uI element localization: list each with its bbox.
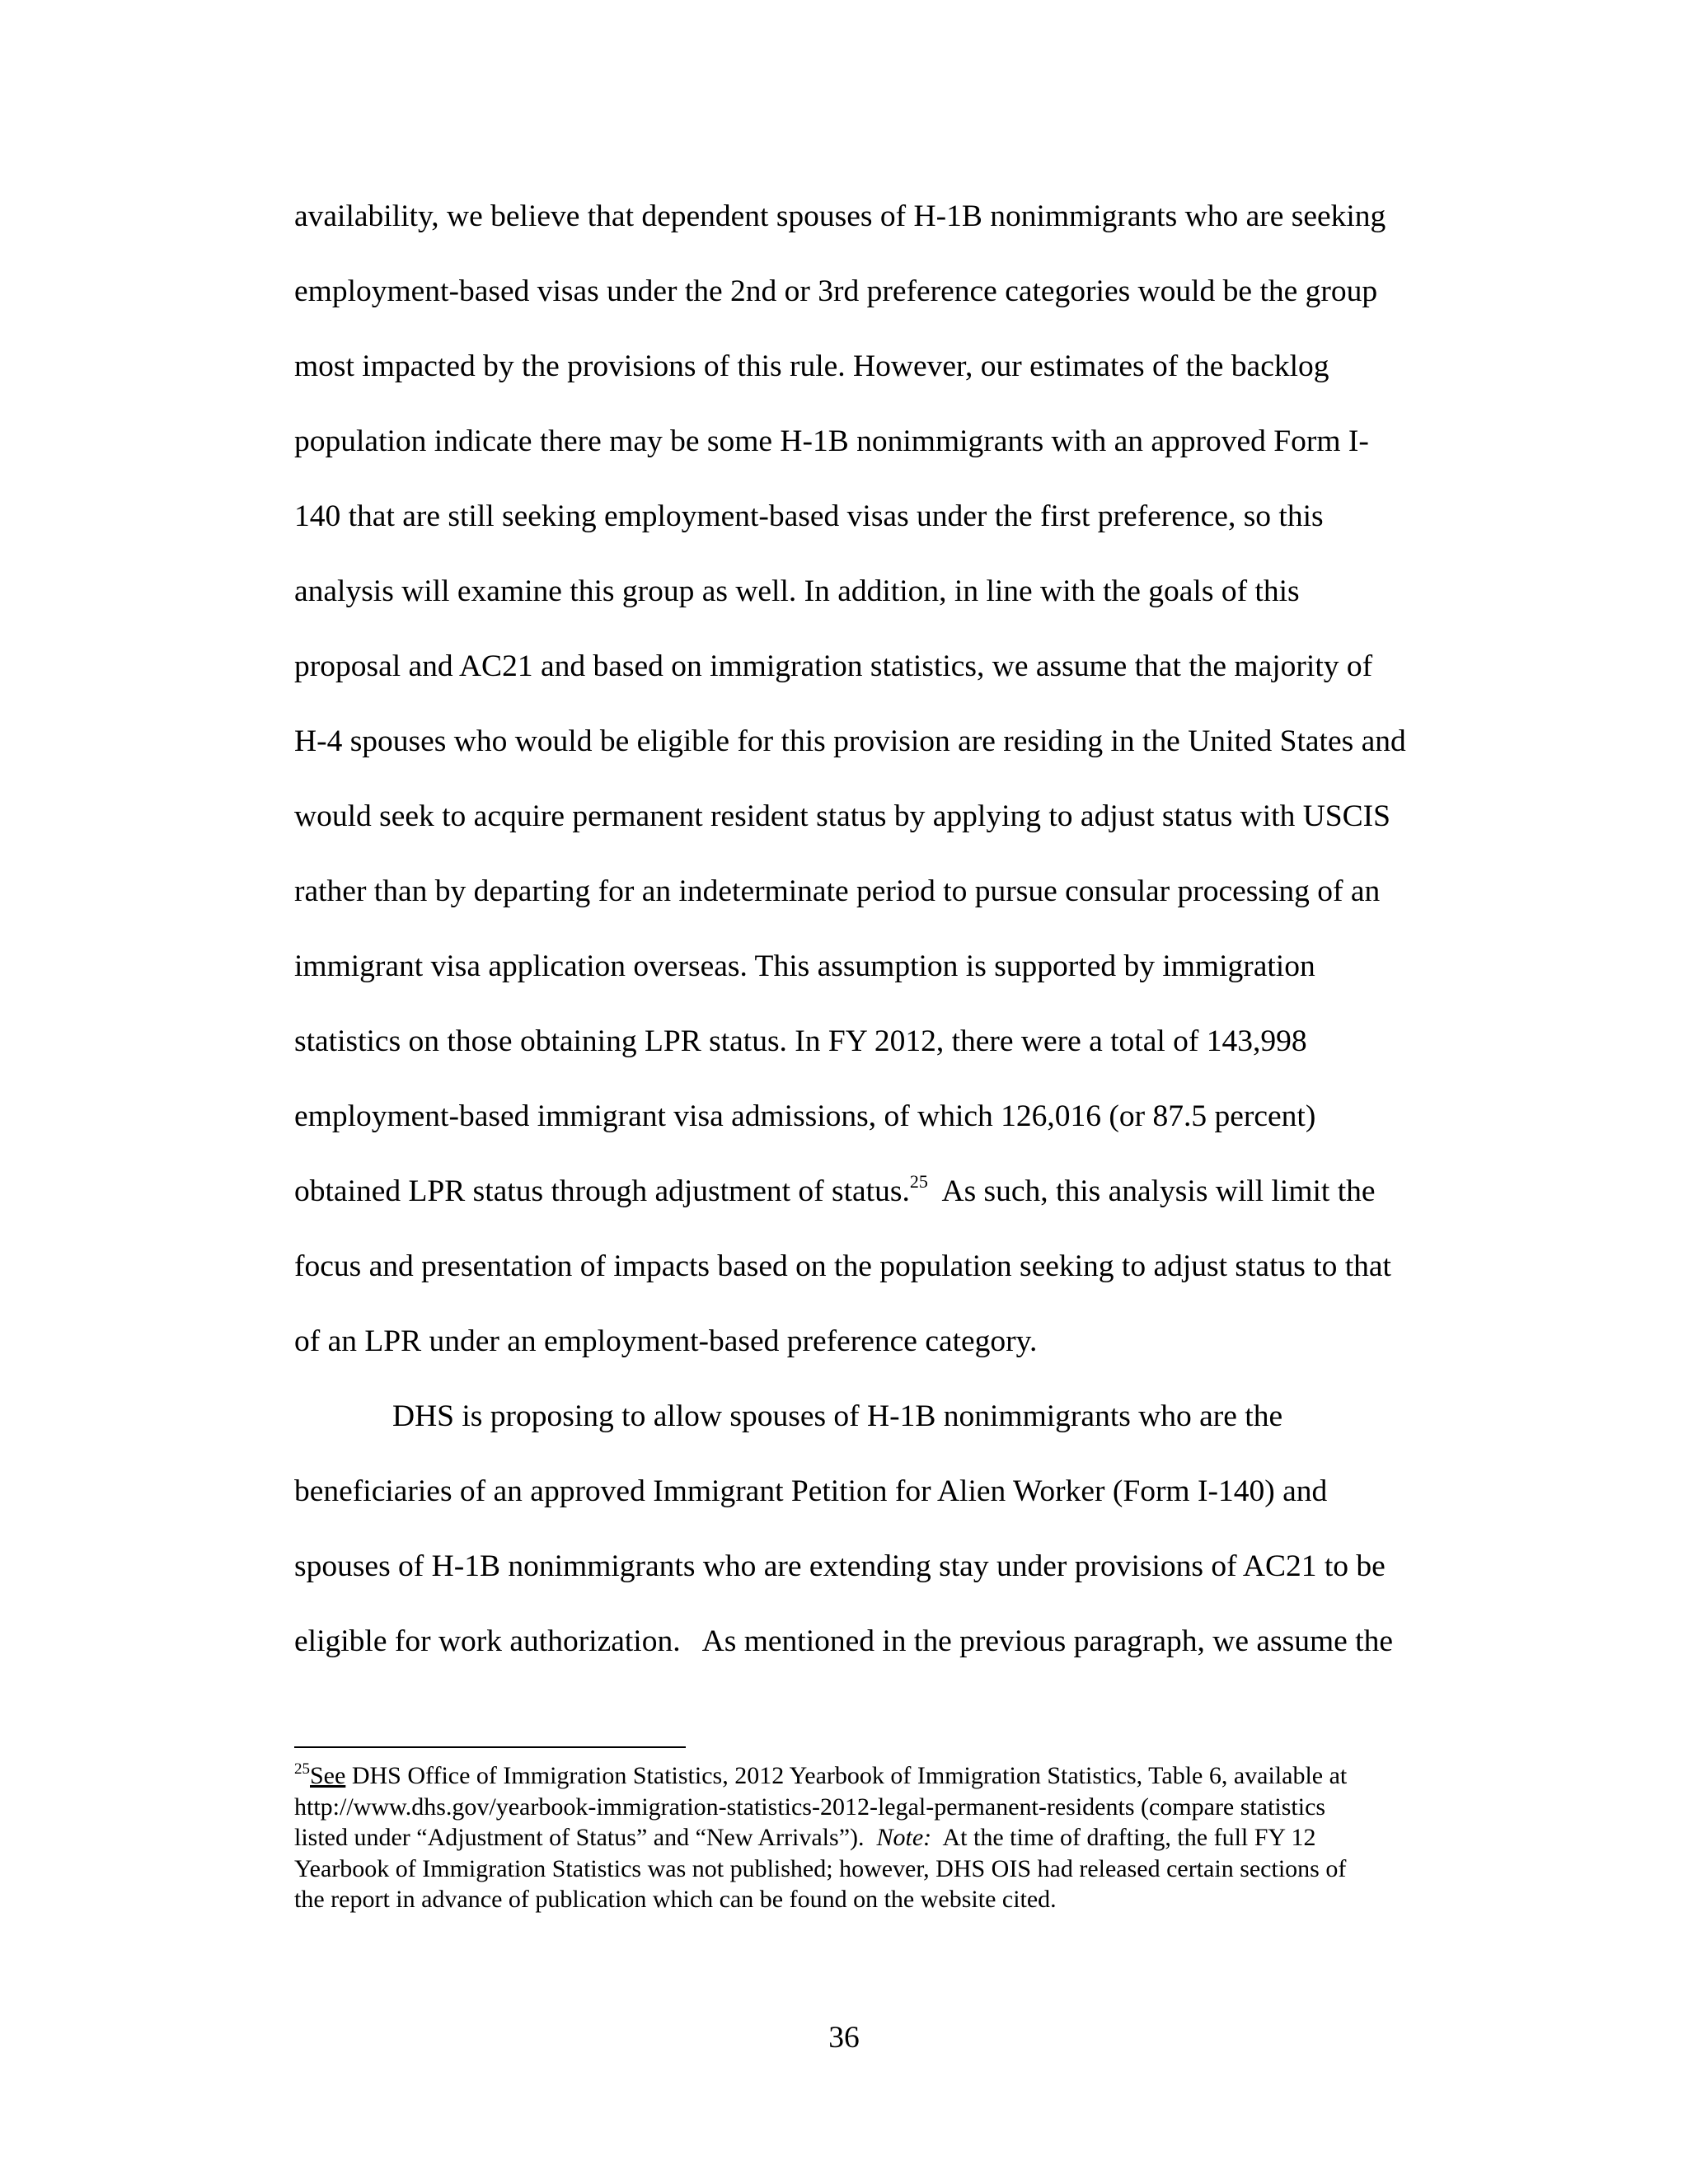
body-line: proposal and AC21 and based on immigration statistics, we assume that the majority of <box>294 649 1373 683</box>
body-line: would seek to acquire permanent resident status by applying to adjust status with USCIS <box>294 799 1391 833</box>
footnote-text: DHS Office of Immigration Statistics, 2012 Yearbook of Immigration Statistics, Table 6, available at <box>345 1762 1348 1789</box>
footnote-separator <box>294 1746 686 1748</box>
body-line: employment-based visas under the 2nd or 3rd preference categories would be the group <box>294 274 1378 308</box>
body-line: population indicate there may be some H-1B nonimmigrants with an approved Form I- <box>294 424 1369 458</box>
body-line-with-footnote <box>294 1165 1481 1240</box>
footnote-text: At the time of drafting, the full FY 12 <box>931 1824 1316 1851</box>
body-line: rather than by departing for an indeterminate period to pursue consular processing of an <box>294 874 1381 908</box>
footnote-text: listed under “Adjustment of Status” and “New Arrivals”). <box>294 1824 877 1851</box>
footnote-note-label: Note: <box>876 1824 932 1851</box>
body-line: beneficiaries of an approved Immigrant Petition for Alien Worker (Form I-140) and <box>294 1474 1328 1508</box>
body-line: statistics on those obtaining LPR status. In FY 2012, there were a total of 143,998 <box>294 1024 1307 1058</box>
body-line: spouses of H-1B nonimmigrants who are extending stay under provisions of AC21 to be <box>294 1549 1386 1583</box>
footnote-reference: 25 <box>909 1171 928 1192</box>
footnote-line: the report in advance of publication which can be found on the website cited. <box>294 1886 1057 1913</box>
footnote-line <box>294 1760 1481 1792</box>
footnote-line <box>294 1822 1481 1854</box>
body-line: H-4 spouses who would be eligible for this provision are residing in the United States and <box>294 724 1406 758</box>
body-line: focus and presentation of impacts based on the population seeking to adjust status to that <box>294 1249 1391 1283</box>
footnote-line: http://www.dhs.gov/yearbook-immigration-statistics-2012-legal-permanent-residents (compare statistics <box>294 1793 1326 1821</box>
body-line: immigrant visa application overseas. This assumption is supported by immigration <box>294 949 1315 983</box>
body-line: of an LPR under an employment-based preference category. <box>294 1324 1038 1358</box>
page-number: 36 <box>828 2021 860 2055</box>
body-text-segment: obtained LPR status through adjustment of status. <box>294 1174 910 1208</box>
body-text-segment: As such, this analysis will limit the <box>927 1174 1376 1208</box>
body-line: most impacted by the provisions of this rule. However, our estimates of the backlog <box>294 349 1329 383</box>
footnote-number: 25 <box>294 1760 310 1778</box>
body-line: employment-based immigrant visa admissions, of which 126,016 (or 87.5 percent) <box>294 1099 1316 1133</box>
body-line: eligible for work authorization. As mentioned in the previous paragraph, we assume the <box>294 1624 1393 1658</box>
footnote-see-signal: See <box>310 1762 346 1789</box>
body-line: 140 that are still seeking employment-based visas under the first preference, so this <box>294 499 1324 533</box>
footnote-line: Yearbook of Immigration Statistics was not published; however, DHS OIS had released certain sections of <box>294 1854 1347 1882</box>
body-line: availability, we believe that dependent spouses of H-1B nonimmigrants who are seeking <box>294 199 1386 233</box>
body-line: analysis will examine this group as well. In addition, in line with the goals of this <box>294 574 1300 608</box>
paragraph-first-line: DHS is proposing to allow spouses of H-1B nonimmigrants who are the <box>392 1399 1283 1433</box>
body-text <box>294 190 1481 1690</box>
footnote <box>294 1760 1481 1915</box>
